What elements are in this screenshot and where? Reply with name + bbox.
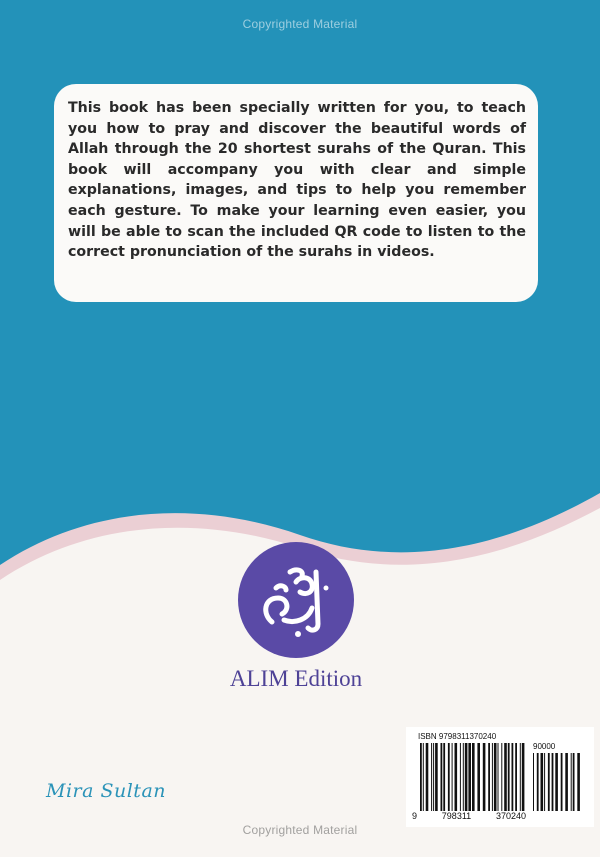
barcode-bar bbox=[508, 743, 510, 811]
barcode-bar bbox=[520, 743, 521, 811]
barcode-bar bbox=[492, 743, 493, 811]
price-bar bbox=[565, 753, 568, 811]
price-bar bbox=[541, 753, 544, 811]
barcode-bar bbox=[433, 743, 434, 811]
price-bar bbox=[537, 753, 539, 811]
barcode-bar bbox=[426, 743, 429, 811]
barcode-bar bbox=[420, 743, 422, 811]
description-text: This book has been specially written for you, to teach you how to pray and discover the beautiful words of Allah through the 20 shortest surahs of the Quran. This book will accompany you with clear and simple explanations, images, and tips to help you remember each gesture. To make your learning even easier, you will be able to scan the included QR code to listen to the correct pronunciation of the surahs in videos. bbox=[68, 100, 526, 261]
barcode-bar bbox=[501, 743, 502, 811]
author-signature: Mira Sultan bbox=[46, 780, 167, 802]
copyright-watermark-bottom: Copyrighted Material bbox=[242, 823, 358, 837]
price-bar bbox=[548, 753, 550, 811]
barcode-bar bbox=[423, 743, 424, 811]
barcode-bar bbox=[452, 743, 453, 811]
description-box bbox=[54, 84, 538, 302]
barcode-bar bbox=[463, 743, 464, 811]
barcode-bar bbox=[477, 743, 480, 811]
barcode-bar bbox=[512, 743, 514, 811]
price-bar bbox=[544, 753, 545, 811]
barcode-bar bbox=[515, 743, 517, 811]
barcode-bar bbox=[455, 743, 458, 811]
isbn-barcode bbox=[406, 727, 594, 827]
barcode-digit-lead: 9 bbox=[412, 811, 418, 821]
barcode-bar bbox=[494, 743, 497, 811]
price-bar bbox=[561, 753, 563, 811]
publisher-logo bbox=[238, 542, 354, 658]
barcode-bar bbox=[483, 743, 486, 811]
publisher-name: ALIM Edition bbox=[229, 666, 363, 691]
barcode-bar bbox=[488, 743, 490, 811]
price-bar bbox=[577, 753, 580, 811]
barcode-bar bbox=[468, 743, 471, 811]
barcode-bar bbox=[498, 743, 499, 811]
barcode-bar bbox=[504, 743, 507, 811]
barcode-digit-group-2: 370240 bbox=[495, 811, 526, 821]
barcode-bar bbox=[465, 743, 468, 811]
price-bar bbox=[552, 753, 554, 811]
barcode-digit-group-1: 798311 bbox=[441, 811, 472, 821]
barcode-bar bbox=[448, 743, 450, 811]
barcode-bar bbox=[435, 743, 438, 811]
svg-text:علم: علم bbox=[295, 562, 297, 563]
barcode-bar bbox=[472, 743, 475, 811]
price-bar bbox=[533, 753, 534, 811]
isbn-label: ISBN 9798311370240 bbox=[418, 732, 497, 741]
copyright-watermark-top: Copyrighted Material bbox=[242, 17, 358, 31]
price-bar bbox=[571, 753, 572, 811]
price-bar bbox=[573, 753, 575, 811]
price-code: 90000 bbox=[533, 742, 556, 751]
barcode-bar bbox=[441, 743, 443, 811]
barcode-bar bbox=[460, 743, 461, 811]
barcode-bar bbox=[522, 743, 525, 811]
barcode-digits bbox=[412, 811, 526, 821]
barcode-bar bbox=[443, 743, 445, 811]
barcode-bar bbox=[431, 743, 432, 811]
arabic-calligraphy-icon bbox=[238, 542, 354, 658]
price-bar bbox=[555, 753, 558, 811]
